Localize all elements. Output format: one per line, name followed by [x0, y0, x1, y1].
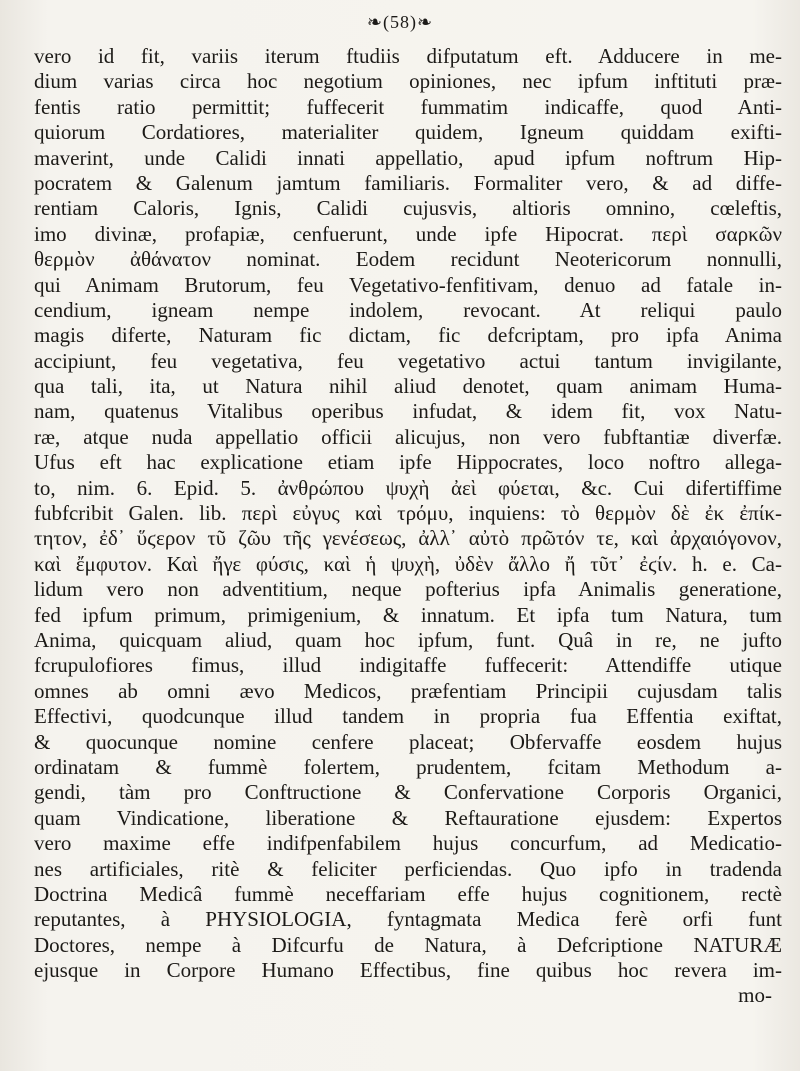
text-line: to, nim. 6. Epid. 5. ἀνθρώπου ψυχὴ ἀεὶ φύεται, &c. Cui difertiffime [34, 475, 782, 500]
text-line: nes artificiales, ritè & feliciter perficiendas. Quo ipfo in tradenda [34, 856, 782, 881]
text-line: Effectivi, quodcunque illud tandem in propria fua Effentia exiftat, [34, 704, 782, 729]
text-line: vero maxime effe indifpenfabilem hujus concurfum, ad Medicatio- [34, 831, 782, 856]
text-line: omnes ab omni ævo Medicos, præfentiam Principii cujusdam talis [34, 678, 782, 703]
text-line: maverint, unde Calidi innati appellatio, apud ipfum noftrum Hip- [34, 145, 782, 170]
text-line: vero id fit, variis iterum ftudiis difputatum eft. Adducere in me- [34, 44, 782, 68]
text-line: fed ipfum primum, primigenium, & innatum. Et ipfa tum Natura, tum [34, 602, 782, 627]
text-line: mo- [738, 983, 772, 1008]
page-header: ❧(58)❧ [366, 12, 434, 32]
text-line: ræ, atque nuda appellatio officii alicujus, non vero fubftantiæ diverfæ. [34, 424, 782, 449]
text-line: Doctores, nempe à Difcurfu de Natura, à Defcriptione NATURÆ [34, 932, 782, 957]
text-line: lidum vero non adventitium, neque pofterius ipfa Animalis generatione, [34, 577, 782, 602]
text-line: καὶ ἔμφυτον. Καὶ ἤγε φύσις, καὶ ἡ ψυχὴ, ὐδὲν ἄλλο ἤ τῦτ᾽ ἐϛίν. h. e. Ca- [34, 551, 782, 576]
text-line: gendi, tàm pro Conftructione & Confervatione Corporis Organici, [34, 780, 782, 805]
text-line: nam, quatenus Vitalibus operibus infudat, & idem fit, vox Natu- [34, 399, 782, 424]
text-line: τητον, ἐδ᾽ ὕϛερον τῦ ζῶυ τῆς γενέσεως, ἀλλ᾽ αὐτὸ πρῶτόν τε, καὶ ἀρχαιόγονον, [34, 526, 782, 551]
page-body-text [34, 44, 782, 1009]
text-line: Doctrina Medicâ fummè neceffariam effe hujus cognitionem, rectè [34, 881, 782, 906]
text-line: θερμὸν ἀθάνατον nominat. Eodem recidunt Neotericorum nonnulli, [34, 247, 782, 272]
text-line: Ufus eft hac explicatione etiam ipfe Hippocrates, loco noftro allega- [34, 450, 782, 475]
text-line: magis diferte, Naturam fic dictam, fic defcriptam, pro ipfa Anima [34, 323, 782, 348]
text-line: quiorum Cordatiores, materialiter quidem, Igneum quiddam exifti- [34, 120, 782, 145]
text-line: imo divinæ, profapiæ, cenfuerunt, unde ipfe Hipocrat. περὶ σαρκῶν [34, 221, 782, 246]
text-line: quam Vindicatione, liberatione & Reftauratione ejusdem: Expertos [34, 805, 782, 830]
text-line: accipiunt, feu vegetativa, feu vegetativo actui tantum invigilante, [34, 348, 782, 373]
text-line: Anima, quicquam aliud, quam hoc ipfum, funt. Quâ in re, ne jufto [34, 627, 782, 652]
text-line: cendium, igneam nempe indolem, revocant. At reliqui paulo [34, 297, 782, 322]
text-line: fubfcribit Galen. lib. περὶ εὐγυς καὶ τρόμυ, inquiens: τὸ θερμὸν δὲ ἐκ ἐπίκ- [34, 501, 782, 526]
text-line: rentiam Caloris, Ignis, Calidi cujusvis, altioris omnino, cœleftis, [34, 196, 782, 221]
text-line: qui Animam Brutorum, feu Vegetativo-fenfitivam, denuo ad fatale in- [34, 272, 782, 297]
text-line: ordinatam & fummè folertem, prudentem, fcitam Methodum a- [34, 754, 782, 779]
text-line: fcrupulofiores fimus, illud indigitaffe fuffecerit: Attendiffe utique [34, 653, 782, 678]
text-line: pocratem & Galenum jamtum familiaris. Formaliter vero, & ad diffe- [34, 170, 782, 195]
text-line: & quocunque nomine cenfere placeat; Obfervaffe eosdem hujus [34, 729, 782, 754]
text-line: ejusque in Corpore Humano Effectibus, fine quibus hoc revera im- [34, 958, 782, 983]
text-line: fentis ratio permittit; fuffecerit fummatim indicaffe, quod Anti- [34, 94, 782, 119]
text-line: qua tali, ita, ut Natura nihil aliud denotet, quam animam Huma- [34, 374, 782, 399]
text-line: dium varias circa hoc negotium opiniones, nec ipfum inftituti præ- [34, 69, 782, 94]
text-line: reputantes, à PHYSIOLOGIA, fyntagmata Medica ferè orfi funt [34, 907, 782, 932]
